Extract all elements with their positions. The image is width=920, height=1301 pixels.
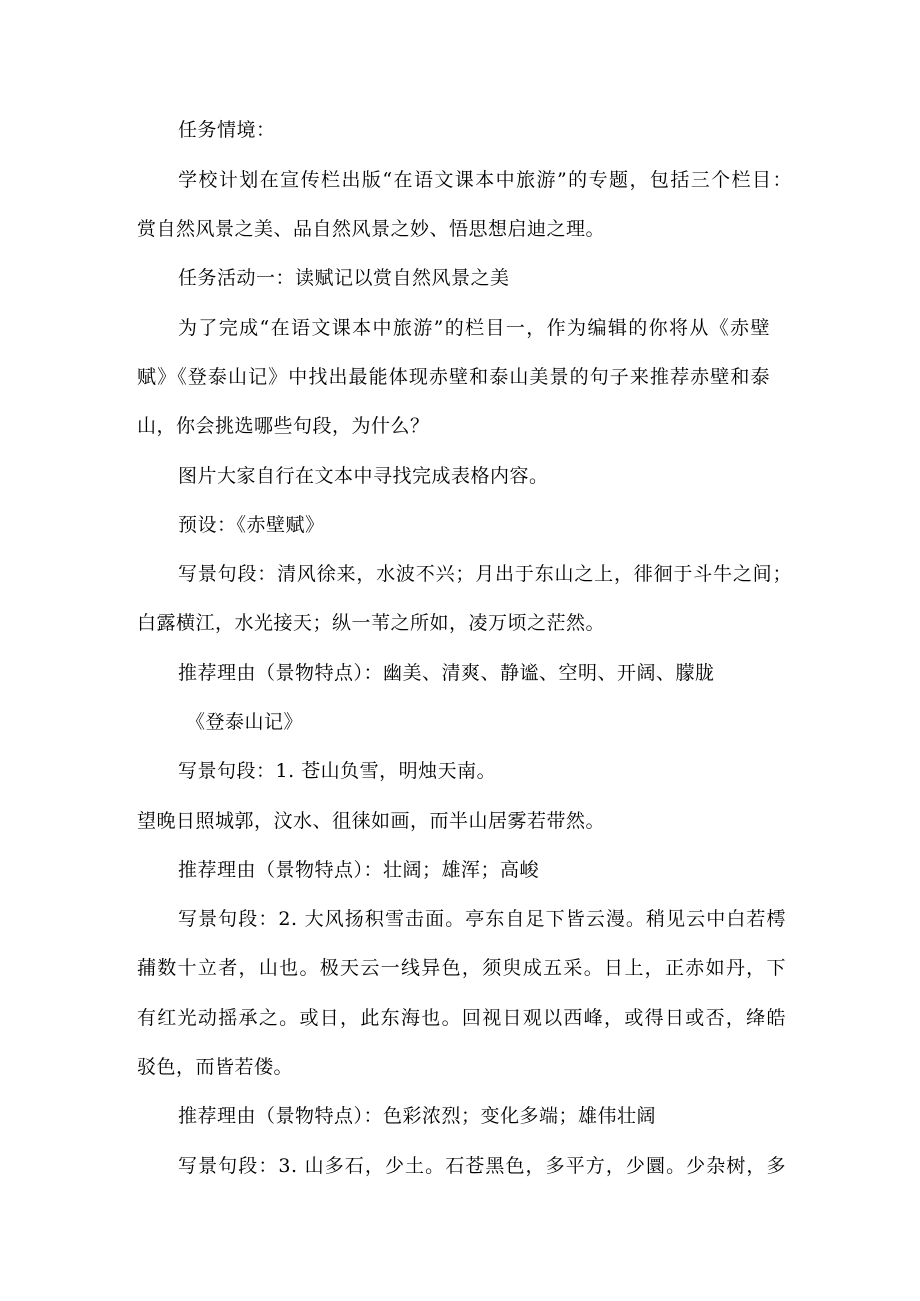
preset-heading: 预设：《赤壁赋》 — [178, 514, 325, 536]
paragraph-line: 有红光动摇承之。或日，此东海也。回视日观以西峰，或得日或否，绛皓 — [137, 1007, 786, 1029]
paragraph-line: 望晚日照城郭，汶水、徂徕如画，而半山居雾若带然。 — [137, 810, 606, 832]
paragraph-line: 学校计划在宣传栏出版“在语文课本中旅游”的专题，包括三个栏目： — [178, 169, 792, 191]
task-context-heading: 任务情境： — [178, 119, 276, 141]
paragraph-line: 驳色，而皆若偻。 — [137, 1056, 294, 1078]
paragraph-line: 蒱数十立者，山也。极天云一线异色，须臾成五采。日上，正赤如丹，下 — [137, 957, 786, 979]
paragraph-line: 写景句段：3. 山多石，少土。石苍黑色，多平方，少圜。少杂树，多 — [178, 1155, 786, 1177]
paragraph-line: 写景句段：2. 大风扬积雪击面。亭东自足下皆云漫。稍见云中白若樗 — [178, 908, 786, 930]
paragraph-line: 写景句段：1. 苍山负雪，明烛天南。 — [178, 760, 497, 782]
paragraph-line: 山，你会挑选哪些句段，为什么？ — [137, 415, 430, 437]
paragraph-line: 写景句段：清风徐来，水波不兴；月出于东山之上，徘徊于斗牛之间； — [178, 563, 792, 585]
paragraph-line: 图片大家自行在文本中寻找完成表格内容。 — [178, 465, 549, 487]
text-title: 《登泰山记》 — [186, 711, 304, 733]
paragraph-line: 推荐理由（景物特点）：色彩浓烈；变化多端；雄伟壮阔 — [178, 1105, 657, 1127]
paragraph-line: 推荐理由（景物特点）：壮阔；雄浑；高峻 — [178, 859, 540, 881]
activity-heading: 任务活动一：读赋记以赏自然风景之美 — [178, 267, 510, 289]
paragraph-line: 为了完成“在语文课本中旅游”的栏目一，作为编辑的你将从《赤壁 — [178, 317, 770, 339]
paragraph-line: 推荐理由（景物特点）：幽美、清爽、静谧、空明、开阔、朦胧 — [178, 662, 715, 684]
paragraph-line: 白露横江，水光接天；纵一苇之所如，凌万顷之茫然。 — [137, 612, 606, 634]
paragraph-line: 赏自然风景之美、品自然风景之妙、悟思想启迪之理。 — [137, 218, 606, 240]
paragraph-line: 赋》《登泰山记》中找出最能体现赤壁和泰山美景的句子来推荐赤壁和泰 — [137, 366, 770, 388]
